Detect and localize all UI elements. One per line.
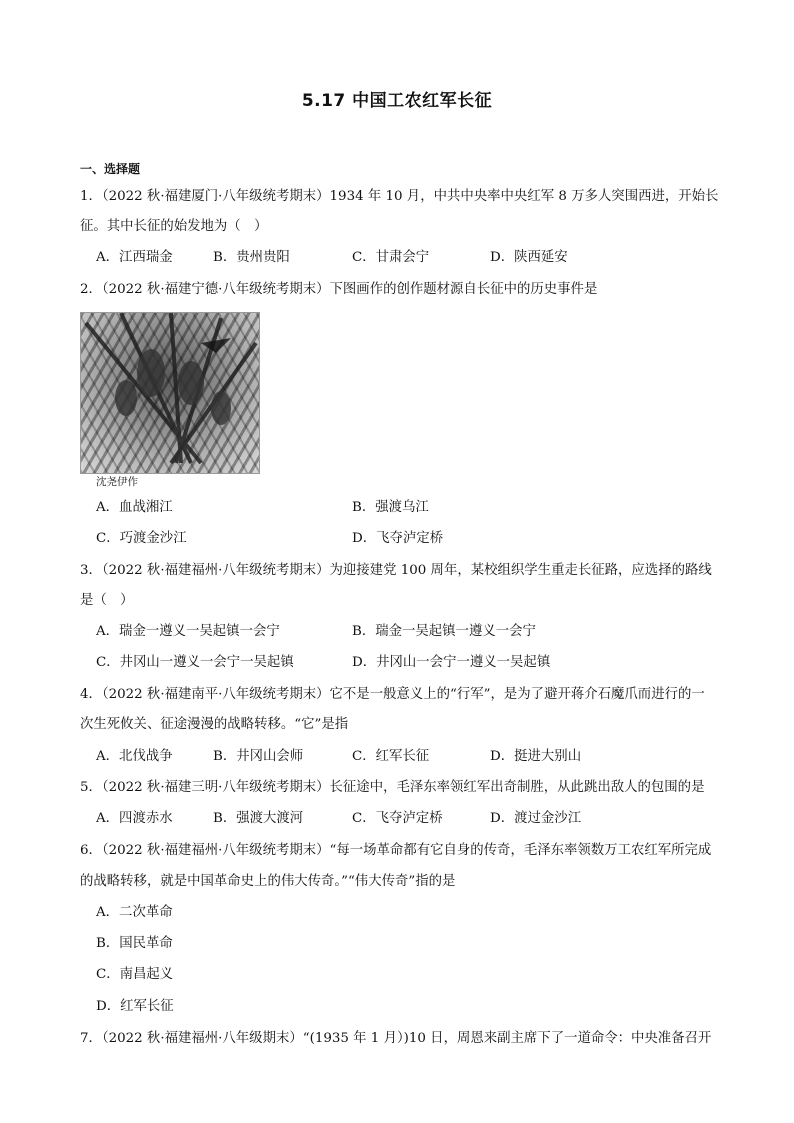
question-1-option-a[interactable]: A．江西瑞金	[96, 250, 173, 265]
question-5-line-1: 5．（2022 秋·福建三明·八年级统考期末）长征途中，毛泽东率领红军出奇制胜，从此跳出敌人的包围的是	[80, 780, 705, 795]
section-heading: 一、选择题	[80, 162, 141, 176]
question-6-line-1: 6．（2022 秋·福建福州·八年级统考期末）“每一场革命都有它自身的传奇，毛泽东率领数万工农红军所完成	[80, 843, 712, 858]
question-1-option-b[interactable]: B．贵州贵阳	[213, 250, 290, 265]
question-3-option-a[interactable]: A．瑞金一遵义一吴起镇一会宁	[96, 624, 280, 639]
question-3-option-b[interactable]: B．瑞金一吴起镇一遵义一会宁	[352, 624, 536, 639]
question-1-line-1: 1．（2022 秋·福建厦门·八年级统考期末）1934 年 10 月，中共中央率中央红军 8 万多人突围西进，开始长	[80, 189, 719, 204]
artwork-image	[80, 312, 260, 474]
question-6-option-b[interactable]: B．国民革命	[96, 936, 173, 951]
question-3-line-2: 是（ ）	[80, 593, 134, 608]
question-5-option-b[interactable]: B．强渡大渡河	[213, 811, 304, 826]
question-5-option-c[interactable]: C．飞夺泸定桥	[352, 811, 443, 826]
question-2-option-c[interactable]: C．巧渡金沙江	[96, 531, 187, 546]
question-3-option-c[interactable]: C．井冈山一遵义一会宁一吴起镇	[96, 655, 294, 670]
question-6-line-2: 的战略转移，就是中国革命史上的伟大传奇。”“伟大传奇”指的是	[80, 874, 456, 889]
question-4-option-d[interactable]: D．挺进大别山	[490, 749, 582, 764]
question-6-option-a[interactable]: A．二次革命	[96, 905, 173, 920]
question-1-option-c[interactable]: C．甘肃会宁	[352, 250, 430, 265]
question-1-option-d[interactable]: D．陕西延安	[490, 250, 568, 265]
question-2-option-b[interactable]: B．强渡乌江	[352, 500, 429, 515]
question-4-line-1: 4．（2022 秋·福建南平·八年级统考期末）它不是一般意义上的“行军”，是为了避开蒋介石魔爪而进行的一	[80, 687, 705, 702]
question-5-option-d[interactable]: D．渡过金沙江	[490, 811, 582, 826]
page-title: 5.17 中国工农红军长征	[301, 91, 493, 111]
question-2-option-d[interactable]: D．飞夺泸定桥	[352, 531, 444, 546]
question-4-option-a[interactable]: A．北伐战争	[96, 749, 173, 764]
question-6-option-d[interactable]: D．红军长征	[96, 999, 174, 1014]
question-3-option-d[interactable]: D．井冈山一会宁一遵义一吴起镇	[352, 655, 551, 670]
question-5-option-a[interactable]: A．四渡赤水	[96, 811, 173, 826]
question-6-option-c[interactable]: C．南昌起义	[96, 967, 174, 982]
artwork-caption: 沈尧伊作	[96, 476, 138, 488]
question-4-option-c[interactable]: C．红军长征	[352, 749, 430, 764]
question-4-option-b[interactable]: B．井冈山会师	[213, 749, 304, 764]
question-7-line-1: 7．（2022 秋·福建福州·八年级期末）“(1935 年 1 月）)10 日，周恩来副主席下了一道命令：中央准备召开	[80, 1031, 712, 1046]
artwork-illustration	[81, 313, 259, 473]
question-2-option-a[interactable]: A．血战湘江	[96, 500, 173, 515]
question-3-line-1: 3．（2022 秋·福建福州·八年级统考期末）为迎接建党 100 周年，某校组织学生重走长征路，应选择的路线	[80, 563, 712, 578]
question-1-line-2: 征。其中长征的始发地为（ ）	[80, 219, 268, 234]
question-4-line-2: 次生死攸关、征途漫漫的战略转移。“它”是指	[80, 717, 349, 732]
question-2-line-1: 2．（2022 秋·福建宁德·八年级统考期末）下图画作的创作题材源自长征中的历史事件是	[80, 282, 598, 297]
